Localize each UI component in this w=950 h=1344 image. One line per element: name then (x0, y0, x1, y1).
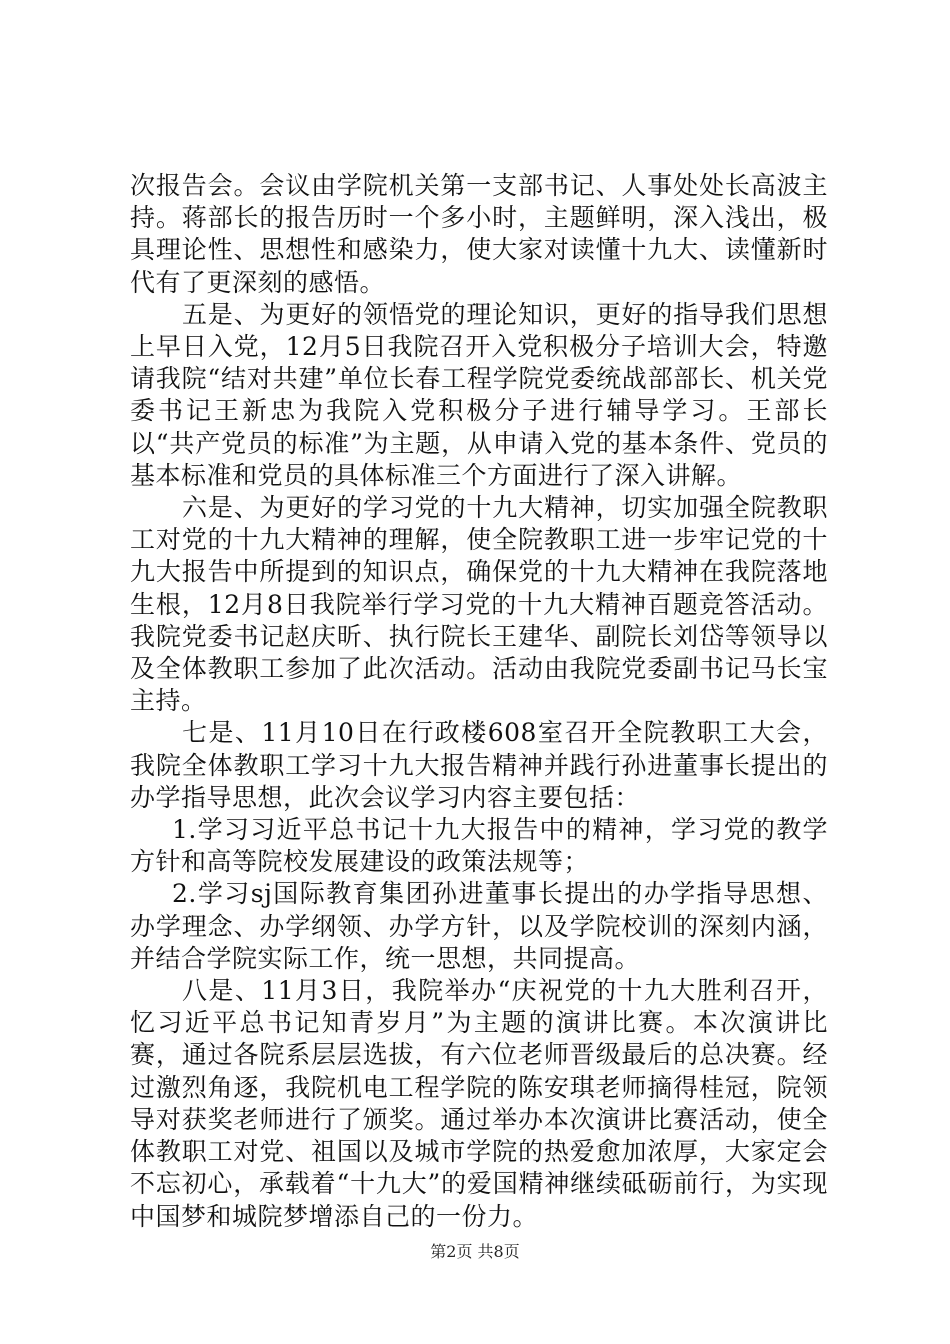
paragraph-continuation: 次报告会。会议由学院机关第一支部书记、人事处处长高波主持。蒋部长的报告历时一个多小时，主题鲜明，深入浅出，极具理论性、思想性和感染力，使大家对读懂十九大、读懂新时代有了更深刻的感悟。 (130, 171, 828, 297)
paragraph-item-six: 六是、为更好的学习党的十九大精神，切实加强全院教职工对党的十九大精神的理解，使全院教职工进一步牢记党的十九大报告中所提到的知识点，确保党的十九大精神在我院落地生根，12月8日我院举行学习党的十九大精神百题竞答活动。我院党委书记赵庆昕、执行院长王建华、副院长刘岱等领导以及全体教职工参加了此次活动。活动由我院党委副书记马长宝主持。 (130, 493, 828, 716)
page-number-label: 第2页 共8页 (430, 1242, 520, 1261)
list-item-1: 1.学习习近平总书记十九大报告中的精神，学习党的教学方针和高等院校发展建设的政策法规等； (130, 815, 828, 877)
document-body (130, 170, 828, 1233)
list-item-2: 2.学习sj国际教育集团孙进董事长提出的办学指导思想、办学理念、办学纲领、办学方针，以及学院校训的深刻内涵，并结合学院实际工作，统一思想，共同提高。 (130, 879, 828, 973)
paragraph-item-five: 五是、为更好的领悟党的理论知识，更好的指导我们思想上早日入党，12月5日我院召开入党积极分子培训大会，特邀请我院“结对共建”单位长春工程学院党委统战部部长、机关党委书记王新忠为我院入党积极分子进行辅导学习。王部长以“共产党员的标准”为主题，从申请入党的基本条件、党员的基本标准和党员的具体标准三个方面进行了深入讲解。 (130, 299, 828, 490)
paragraph-item-seven: 七是、11月10日在行政楼608室召开全院教职工大会，我院全体教职工学习十九大报告精神并践行孙进董事长提出的办学指导思想，此次会议学习内容主要包括： (130, 718, 828, 812)
paragraph-item-eight: 八是、11月3日，我院举办“庆祝党的十九大胜利召开，忆习近平总书记知青岁月”为主题的演讲比赛。本次演讲比赛，通过各院系层层选拔，有六位老师晋级最后的总决赛。经过激烈角逐，我院机电工程学院的陈安琪老师摘得桂冠，院领导对获奖老师进行了颁奖。通过举办本次演讲比赛活动，使全体教职工对党、祖国以及城市学院的热爱愈加浓厚，大家定会不忘初心，承载着“十九大”的爱国精神继续砥砺前行，为实现中国梦和城院梦增添自己的一份力。 (130, 976, 828, 1231)
page-footer (0, 1242, 950, 1262)
